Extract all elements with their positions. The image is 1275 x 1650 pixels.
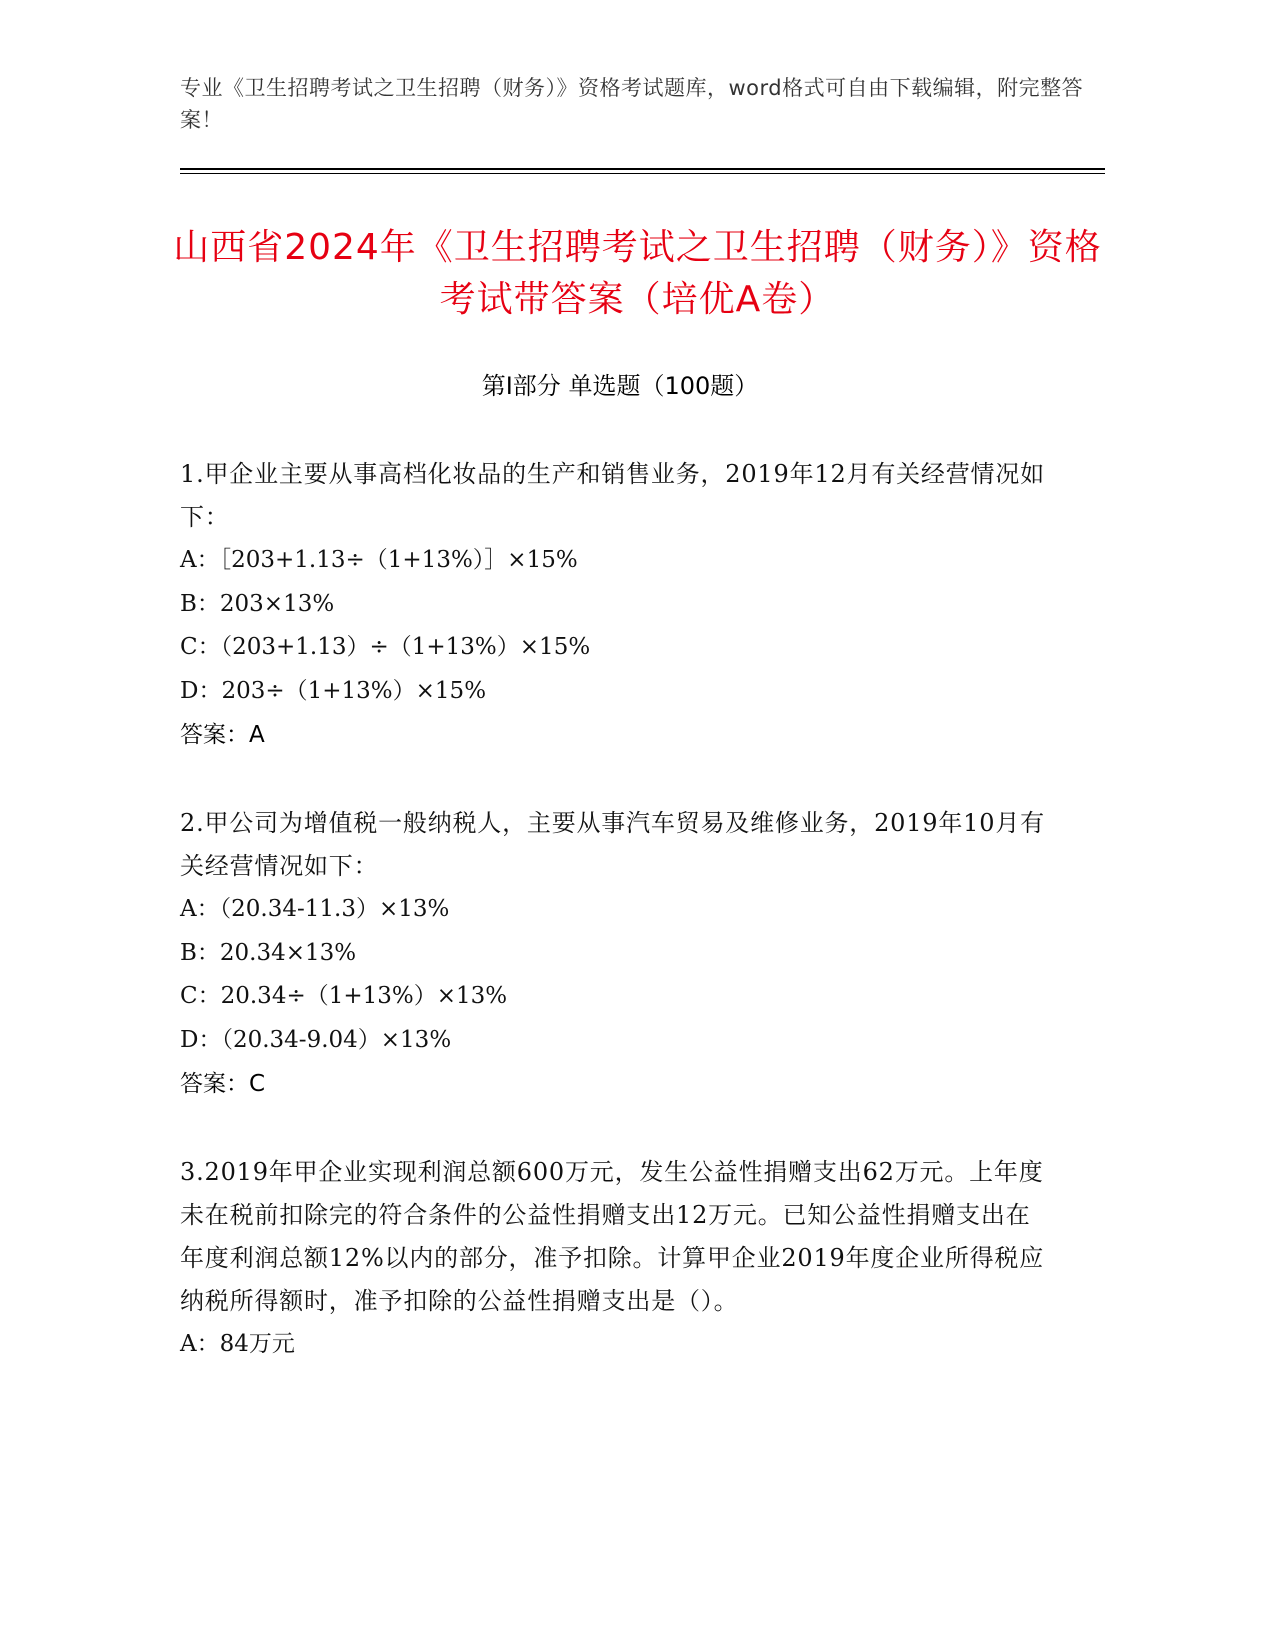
header-rule-thick [180, 168, 1105, 170]
document-title: 山西省2024年《卫生招聘考试之卫生招聘（财务）》资格考试带答案（培优A卷） [173, 227, 1102, 320]
option-a: A：［203+1.13÷（1+13%）］×15% [180, 547, 578, 573]
question-2 [180, 802, 1050, 1106]
option-c: C：（203+1.13）÷（1+13%）×15% [180, 634, 591, 660]
section-heading: 第I部分 单选题（100题） [481, 372, 759, 400]
header-rule-thin [180, 173, 1105, 174]
question-stem: 2.甲公司为增值税一般纳税人，主要从事汽车贸易及维修业务，2019年10月有关经营情况如下： [180, 809, 1045, 880]
question-3 [180, 1151, 1050, 1367]
option-c: C：20.34÷（1+13%）×13% [180, 983, 508, 1009]
question-stem: 1.甲企业主要从事高档化妆品的生产和销售业务，2019年12月有关经营情况如下： [180, 460, 1045, 531]
question-1 [180, 453, 1050, 757]
answer: 答案：C [180, 1071, 266, 1097]
header-note: 专业《卫生招聘考试之卫生招聘（财务）》资格考试题库，word格式可自由下载编辑，附完整答案！ [180, 76, 1084, 132]
option-b: B：20.34×13% [180, 939, 357, 966]
answer: 答案：A [180, 722, 265, 748]
option-a: A：（20.34-11.3）×13% [180, 896, 450, 922]
option-d: D：（20.34-9.04）×13% [180, 1026, 452, 1053]
question-stem: 3.2019年甲企业实现利润总额600万元，发生公益性捐赠支出62万元。上年度未在税前扣除完的符合条件的公益性捐赠支出12万元。已知公益性捐赠支出在年度利润总额12%以内的部分，准予扣除。计算甲企业2019年度企业所得税应纳税所得额时，准予扣除的公益性捐赠支出是（）。 [180, 1158, 1045, 1315]
option-b: B：203×13% [180, 590, 335, 617]
option-a: A：84万元 [180, 1331, 295, 1357]
option-d: D：203÷（1+13%）×15% [180, 677, 487, 704]
